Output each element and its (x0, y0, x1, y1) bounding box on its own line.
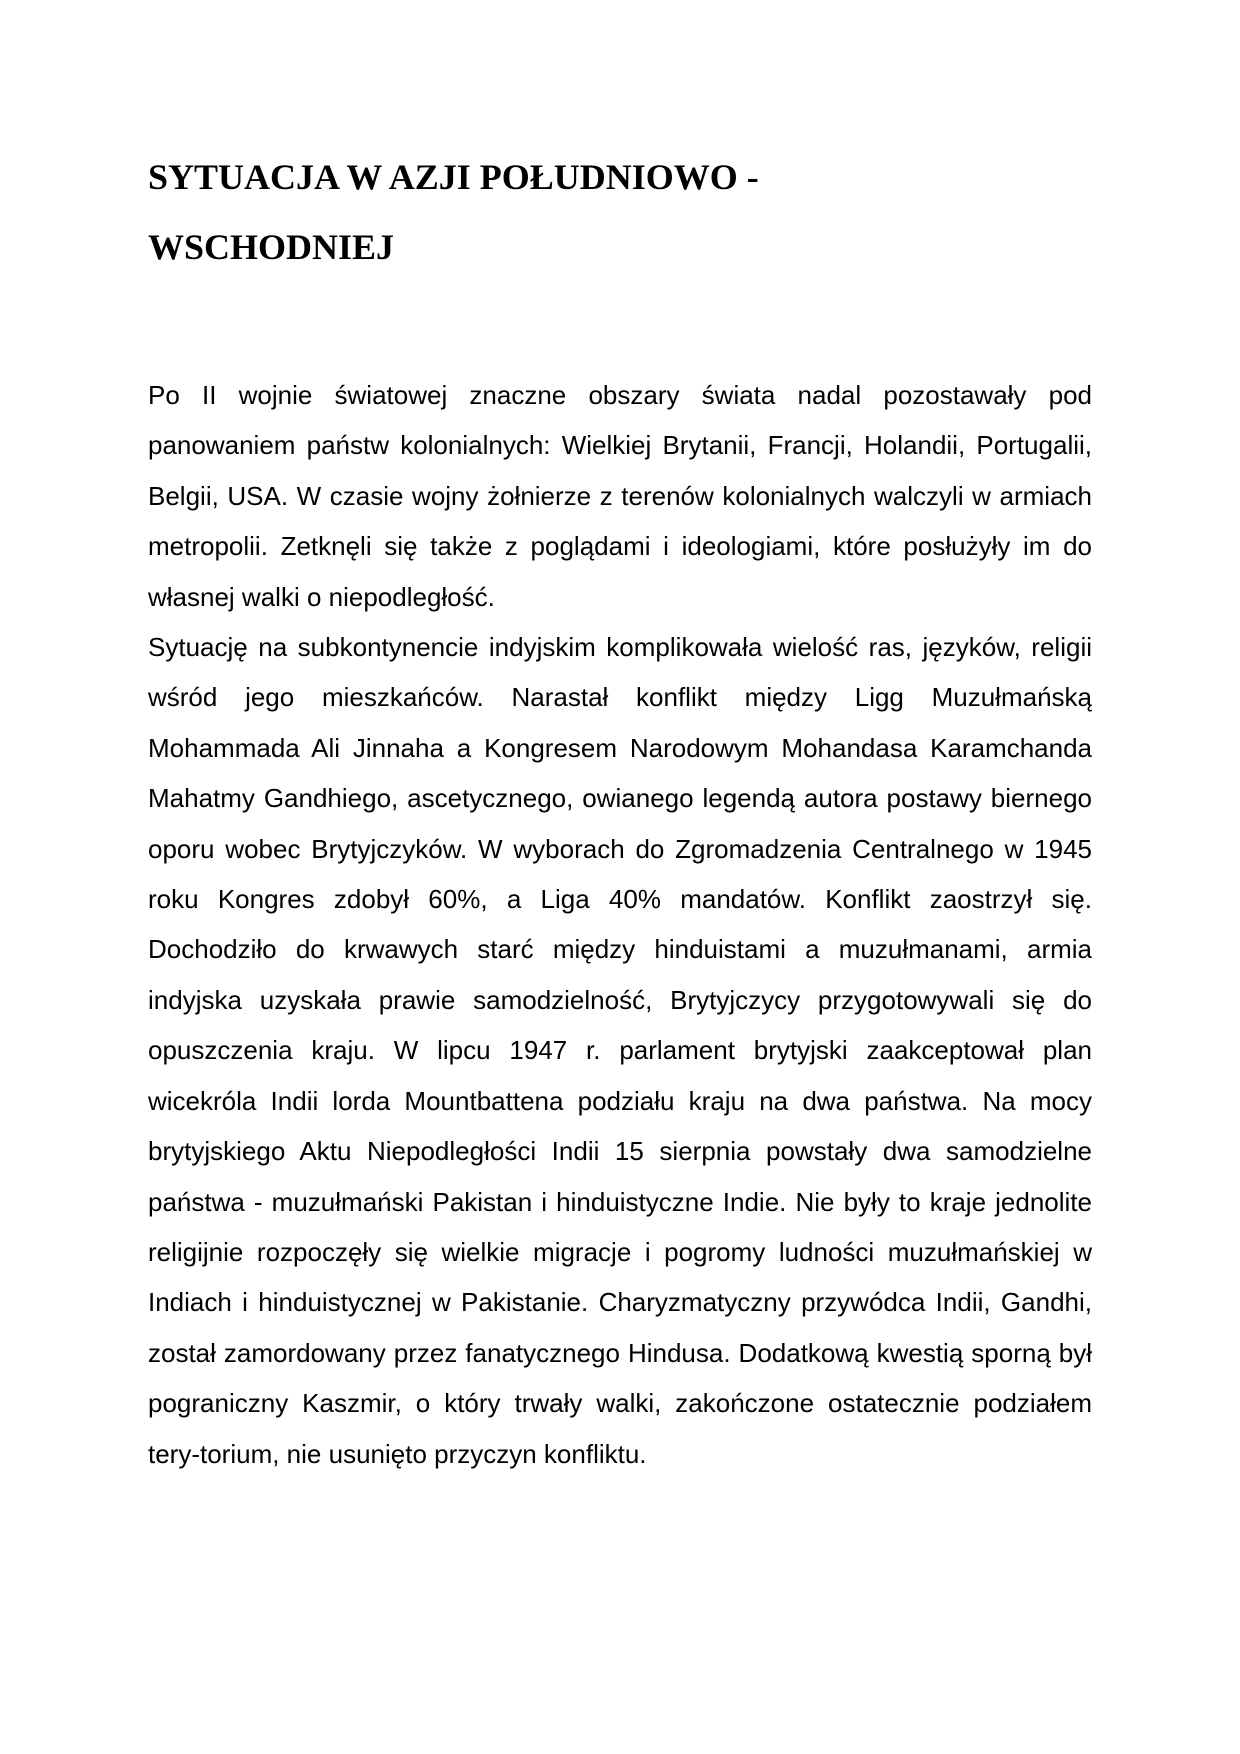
paragraph-1: Po II wojnie światowej znaczne obszary świata nadal pozostawały pod panowaniem państw kolonialnych: Wielkiej Brytanii, Francji, Holandii, Portugalii, Belgii, USA. W czasie wojny żołnierze z terenów kolonialnych walczyli w armiach metropolii. Zetknęli się także z poglądami i ideologiami, które posłużyły im do własnej walki o niepodległość. (148, 380, 1092, 612)
paragraph-2: Sytuację na subkontynencie indyjskim komplikowała wielość ras, języków, religii wśród jego mieszkańców. Narastał konflikt między Ligg Muzułmańską Mohammada Ali Jinnaha a Kongresem Narodowym Mohandasa Karamchanda Mahatmy Gandhiego, ascetycznego, owianego legendą autora postawy biernego oporu wobec Brytyjczyków. W wyborach do Zgromadzenia Centralnego w 1945 roku Kongres zdobył 60%, a Liga 40% mandatów. Konflikt zaostrzył się. Dochodziło do krwawych starć między hinduistami a muzułmanami, armia indyjska uzyskała prawie samodzielność, Brytyjczycy przygotowywali się do opuszczenia kraju. W lipcu 1947 r. parlament brytyjski zaakceptował plan wicekróla Indii lorda Mountbattena podziału kraju na dwa państwa. Na mocy brytyjskiego Aktu Niepodległości Indii 15 sierpnia powstały dwa samodzielne państwa - muzułmański Pakistan i hinduistyczne Indie. Nie były to kraje jednolite religijnie rozpoczęły się wielkie migracje i pogromy ludności muzułmańskiej w Indiach i hinduistycznej w Pakistanie. Charyzmatyczny przywódca Indii, Gandhi, został zamordowany przez fanatycznego Hindusa. Dodatkową kwestią sporną był pograniczny Kaszmir, o który trwały walki, zakończone ostatecznie podziałem tery-torium, nie usunięto przyczyn konfliktu. (148, 632, 1092, 1469)
document-title (148, 142, 1108, 282)
title-line-1: SYTUACJA W AZJI POŁUDNIOWO - (148, 157, 759, 197)
title-line-2: WSCHODNIEJ (148, 227, 395, 267)
document-body (148, 370, 1092, 1479)
